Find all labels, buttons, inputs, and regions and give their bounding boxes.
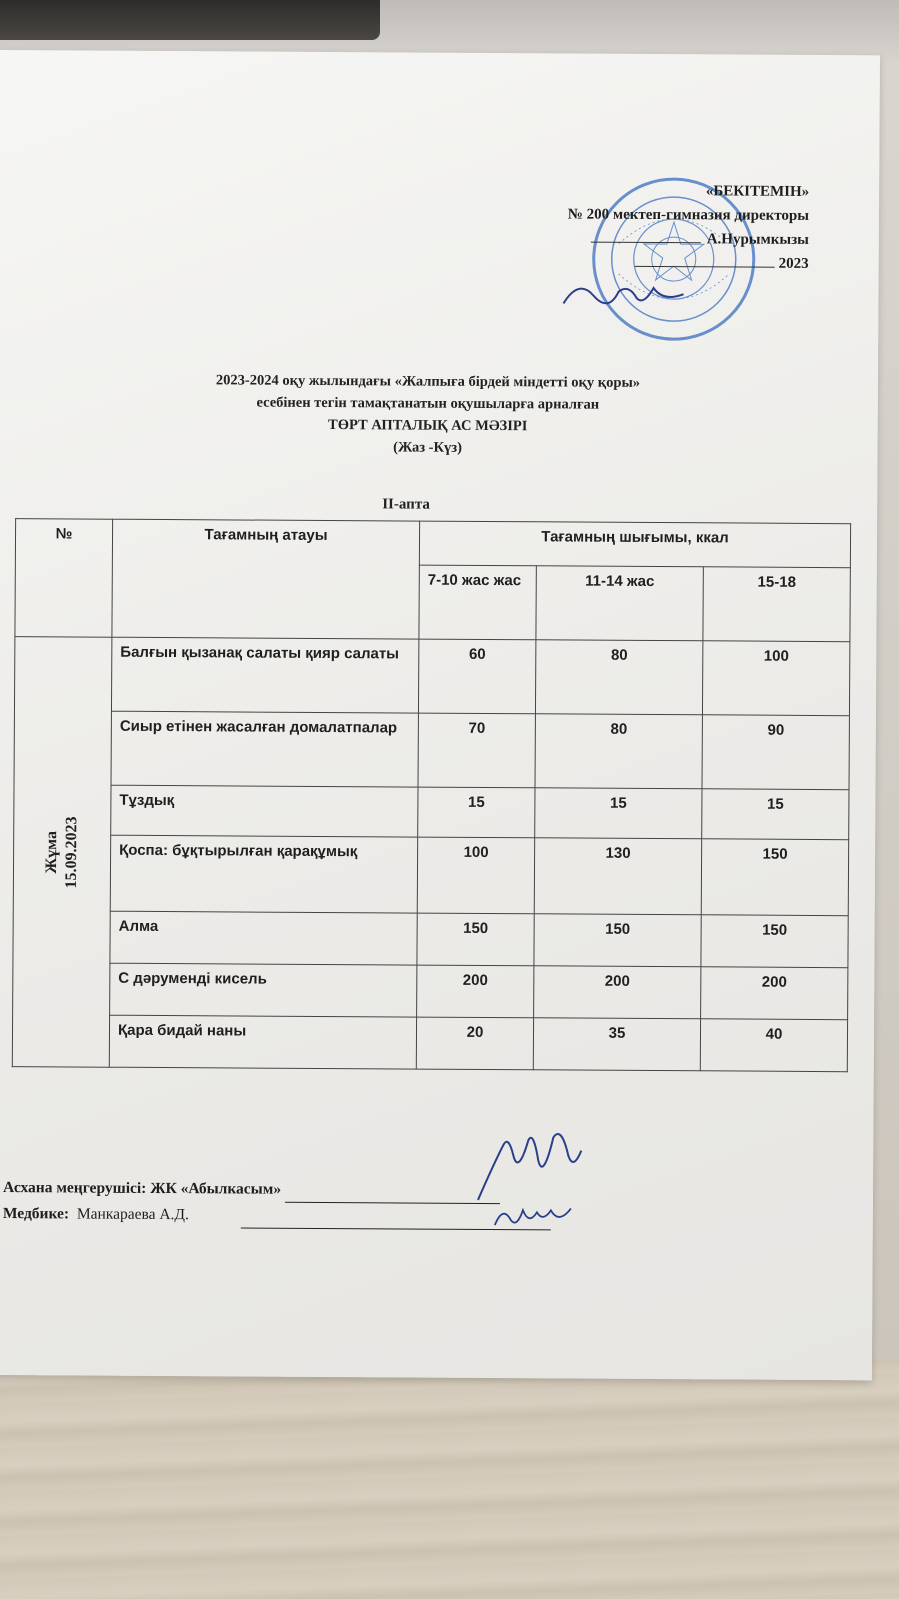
title-line-3: ТӨРТ АПТАЛЫҚ АС МӘЗІРІ xyxy=(328,417,528,435)
date-line xyxy=(635,266,775,268)
kcal-11-14: 150 xyxy=(534,914,701,967)
kcal-11-14: 80 xyxy=(535,714,702,789)
col-number-header: № xyxy=(15,519,113,638)
approval-block xyxy=(567,178,809,275)
kcal-15-18: 150 xyxy=(701,915,848,968)
age-group-11-14: 11-14 жас xyxy=(536,566,703,641)
kcal-11-14: 35 xyxy=(533,1018,700,1071)
kcal-7-10: 200 xyxy=(417,965,534,1018)
dish-name: Сиыр етінен жасалған домалатпалар xyxy=(111,711,418,787)
document-title xyxy=(128,369,729,461)
kcal-11-14: 200 xyxy=(534,966,701,1019)
col-yield-header: Тағамның шығымы, ккал xyxy=(419,521,850,568)
wooden-table xyxy=(0,1360,899,1599)
day-name: Жұма xyxy=(42,830,61,874)
footer-signatures xyxy=(3,1175,551,1230)
menu-table xyxy=(12,518,851,1072)
day-cell xyxy=(12,637,112,1068)
kcal-7-10: 15 xyxy=(418,787,535,838)
dark-object xyxy=(0,0,380,40)
director-signature xyxy=(558,273,688,314)
title-line-1: 2023-2024 оқу жылындағы «Жалпыға бірдей міндетті оқу қоры» xyxy=(215,372,641,391)
kcal-7-10: 70 xyxy=(418,713,535,788)
approval-title: «БЕКІТЕМІН» xyxy=(705,183,810,200)
title-line-2: есебінен тегін тамақтанатын оқушыларға арналған xyxy=(256,394,600,413)
dish-name: Алма xyxy=(110,911,417,965)
kcal-11-14: 15 xyxy=(535,788,702,839)
menu-document xyxy=(0,50,880,1380)
kcal-15-18: 90 xyxy=(702,715,849,790)
col-name-header: Тағамның атауы xyxy=(112,519,420,639)
kcal-11-14: 80 xyxy=(535,640,702,715)
dish-name: Тұздық xyxy=(111,785,418,837)
kcal-7-10: 150 xyxy=(417,913,534,966)
dish-name: С дәруменді кисель xyxy=(110,963,417,1017)
canteen-manager-label: Асхана меңгерушісі: ЖК «Абылкасым» xyxy=(2,1179,282,1198)
nurse-name: Манкараева А.Д. xyxy=(76,1205,189,1224)
kcal-7-10: 20 xyxy=(416,1017,533,1070)
title-line-4: (Жаз -Күз) xyxy=(393,439,463,456)
nurse-signature xyxy=(493,1200,573,1230)
dish-name: Қоспа: бұқтырылған қарақұмық xyxy=(110,835,417,913)
dish-name: Балғын қызанақ салаты қияр салаты xyxy=(111,637,418,713)
signature-line xyxy=(591,242,701,244)
nurse-label: Медбике: xyxy=(2,1205,70,1223)
director-name: А.Нурымкызы xyxy=(706,231,809,248)
day-date: 15.09.2023 xyxy=(62,815,81,889)
kcal-15-18: 100 xyxy=(702,641,849,716)
age-group-7-10: 7-10 жас жас xyxy=(419,565,536,640)
kcal-7-10: 100 xyxy=(417,837,534,914)
kcal-15-18: 15 xyxy=(702,789,849,840)
kcal-15-18: 200 xyxy=(701,967,848,1020)
week-label: ІІ-апта xyxy=(382,496,430,513)
kcal-15-18: 150 xyxy=(701,839,848,916)
director-position: № 200 мектеп-гимназия директоры xyxy=(567,206,810,224)
kcal-15-18: 40 xyxy=(700,1019,847,1072)
dish-name: Қара бидай наны xyxy=(109,1015,416,1069)
approval-year: 2023 xyxy=(778,255,809,272)
age-group-15-18: 15-18 xyxy=(703,567,850,642)
kcal-7-10: 60 xyxy=(418,639,535,714)
kcal-11-14: 130 xyxy=(534,838,701,915)
